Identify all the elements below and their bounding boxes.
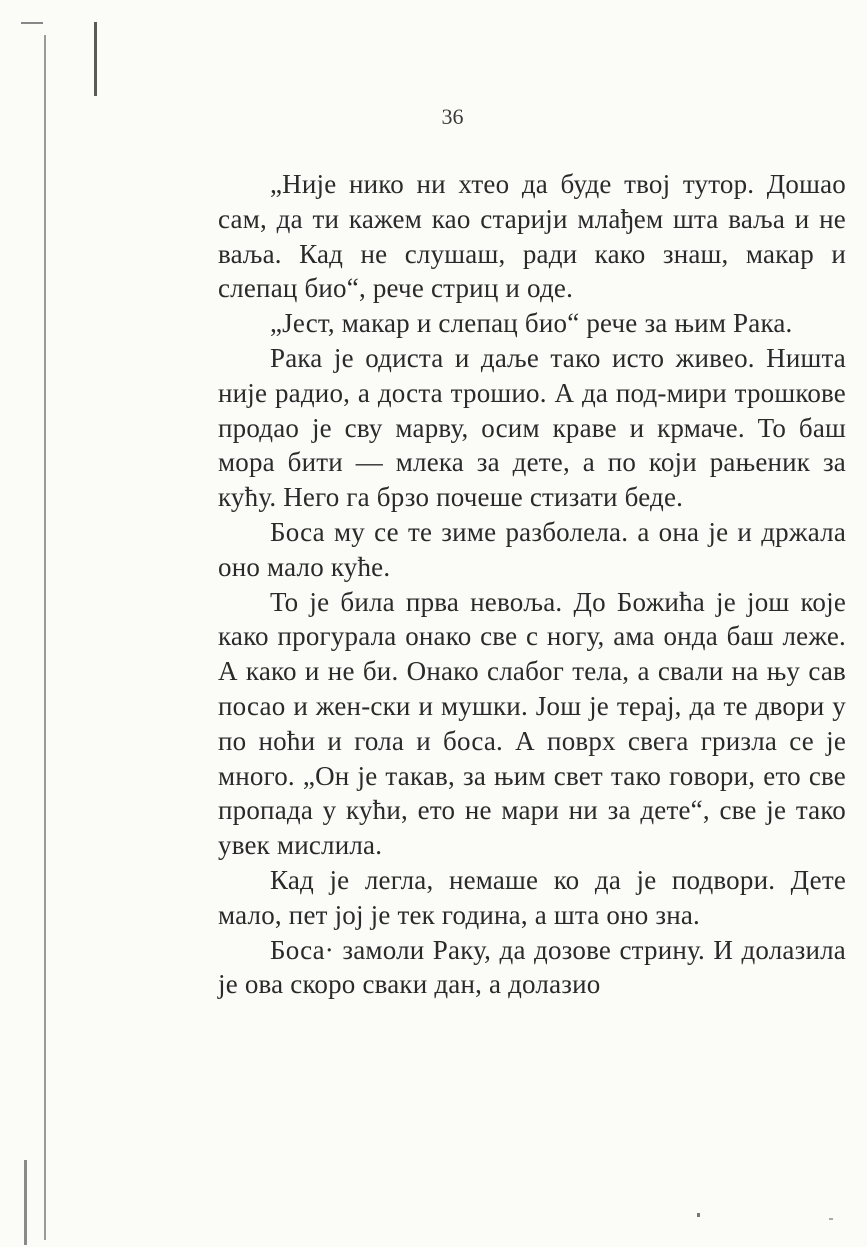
- binding-edge-line-2: [44, 35, 46, 1240]
- paragraph-5: То је била прва невоља. До Божића је још које како прогурала онако све с ногу, ама онда баш леже. А како и не би. Онако слабог тела, а свали на њу сав посао и жен-ски и мушки. Још је терај, да те двори у по ноћи и гола и боса. А поврх свега гризла се је много. „Он је такав, за њим свет тако говори, ето све пропада у кући, ето не мари ни за дете“, све је тако увек мислила.: [218, 586, 846, 861]
- binding-edge-line-3: [21, 22, 43, 24]
- paragraph-3: Рака је одиста и даље тако исто живео. Ништа није радио, а доста трошио. А да под-мири трошкове продао је сву марву, осим краве и крмаче. То баш мора бити — млека за дете, а по који рањеник за кућу. Него га брзо почеше стизати беде.: [218, 342, 846, 513]
- paragraph-1: „Није нико ни хтео да буде твој тутор. Дошао сам, да ти кажем као старији млађем шта ваља и не ваља. Кад не слушаш, ради како знаш, макар и слепац био“, рече стриц и оде.: [218, 169, 846, 304]
- body-text: [218, 167, 846, 1002]
- paper-speck-2: [829, 1218, 833, 1220]
- paragraph-6: Кад је легла, немаше ко да је подвори. Дете мало, пет јој је тек година, а шта оно зна.: [218, 864, 846, 930]
- binding-edge-shadow: [24, 1160, 27, 1245]
- paragraph-4: Боса му се те зиме разболела. а она је и држала оно мало куће.: [218, 516, 846, 582]
- paragraph-7: Боса· замоли Раку, да дозове стрину. И долазила је ова скоро сваки дан, а долазио: [218, 934, 846, 1000]
- binding-edge-line-1: [94, 22, 97, 96]
- paper-speck-1: [697, 1213, 700, 1217]
- page-number: 36: [441, 104, 464, 129]
- paragraph-2: „Јест, макар и слепац био“ рече за њим Рака.: [270, 308, 793, 339]
